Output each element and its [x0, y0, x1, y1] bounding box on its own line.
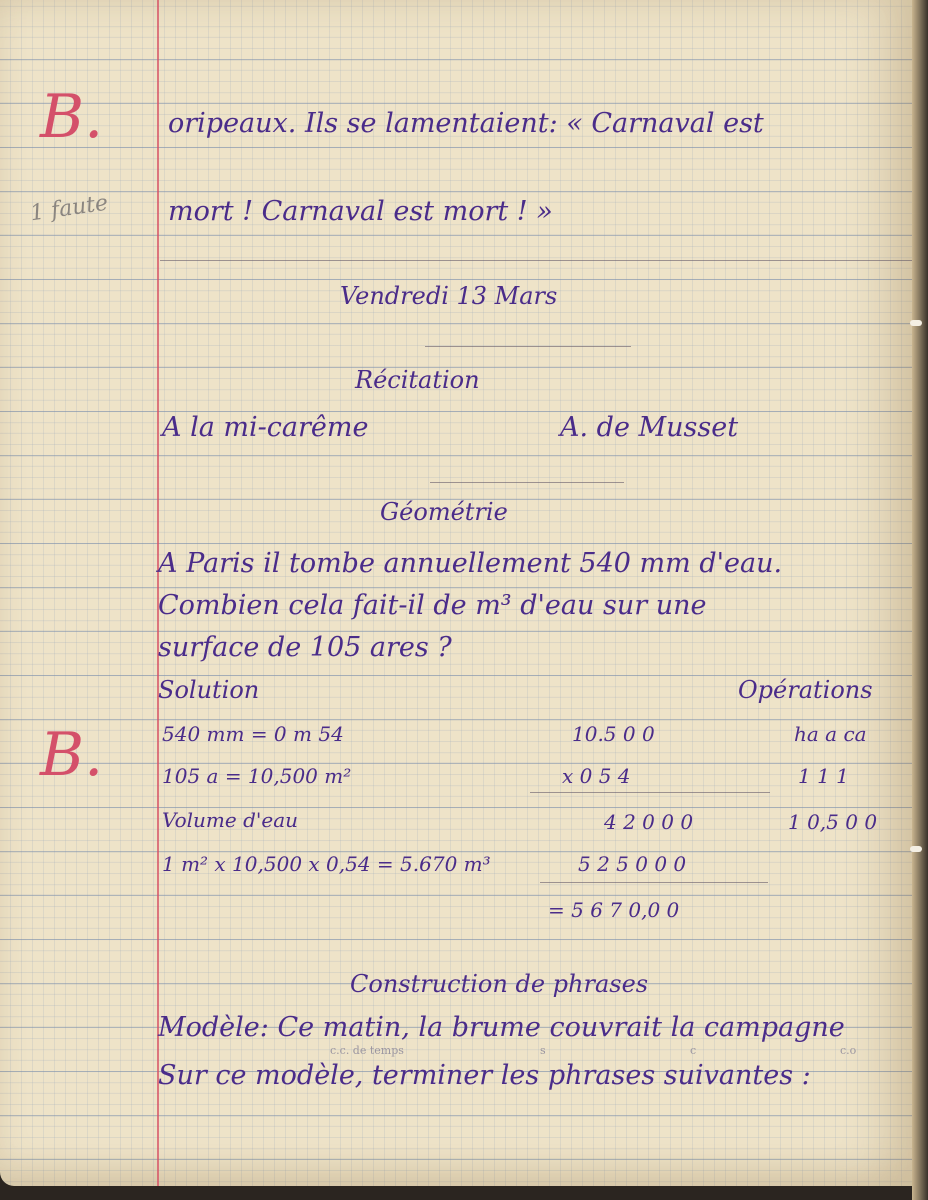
construction-instruction: Sur ce modèle, terminer les phrases suivantes :: [158, 1060, 811, 1091]
grade-mark-middle: B.: [40, 720, 104, 790]
date-underline: [425, 346, 631, 347]
units-line-3: 1 0,5 0 0: [788, 810, 878, 834]
operation-line-4: 5 2 5 0 0 0: [578, 852, 687, 876]
grade-mark-top: B.: [40, 82, 104, 152]
margin-note: 1 faute: [28, 190, 110, 227]
header-line-2: mort ! Carnaval est mort ! »: [168, 196, 553, 227]
pencil-mark-4: c.o: [840, 1044, 857, 1057]
pencil-mark-2: s: [540, 1044, 546, 1057]
solution-line-1: 540 mm = 0 m 54: [162, 722, 344, 746]
problem-line-3: surface de 105 ares ?: [158, 632, 452, 663]
binding-stitch: [910, 846, 922, 852]
recitation-underline: [430, 482, 624, 483]
header-line-1: oripeaux. Ils se lamentaient: « Carnaval est: [168, 108, 764, 139]
operation-result: = 5 6 7 0,0 0: [548, 898, 680, 922]
operation-line-2: x 0 5 4: [562, 764, 631, 788]
solution-line-3: Volume d'eau: [162, 808, 299, 832]
construction-model: Modèle: Ce matin, la brume couvrait la campagne: [158, 1012, 845, 1043]
operations-label: Opérations: [738, 676, 873, 704]
operation-rule-1: [530, 792, 770, 793]
pencil-mark-3: c: [690, 1044, 697, 1057]
solution-line-4: 1 m² x 10,500 x 0,54 = 5.670 m³: [162, 852, 491, 876]
operation-line-1: 10.5 0 0: [572, 722, 655, 746]
pencil-mark-1: c.c. de temps: [330, 1044, 404, 1057]
operation-rule-2: [540, 882, 768, 883]
section-divider: [160, 260, 912, 261]
problem-line-1: A Paris il tombe annuellement 540 mm d'eau.: [158, 548, 783, 579]
solution-label: Solution: [158, 676, 260, 704]
operation-line-3: 4 2 0 0 0: [604, 810, 694, 834]
construction-title: Construction de phrases: [350, 970, 649, 998]
recitation-poem: A la mi-carême: [162, 412, 369, 443]
notebook-spine: [912, 0, 928, 1200]
units-line-1: ha a ca: [794, 722, 867, 746]
solution-line-2: 105 a = 10,500 m²: [162, 764, 352, 788]
recitation-title: Récitation: [355, 366, 480, 394]
recitation-author: A. de Musset: [560, 412, 739, 443]
binding-stitch: [910, 320, 922, 326]
geometry-title: Géométrie: [380, 498, 508, 526]
date-heading: Vendredi 13 Mars: [340, 282, 558, 310]
problem-line-2: Combien cela fait-il de m³ d'eau sur une: [158, 590, 707, 621]
units-line-2: 1 1 1: [798, 764, 849, 788]
